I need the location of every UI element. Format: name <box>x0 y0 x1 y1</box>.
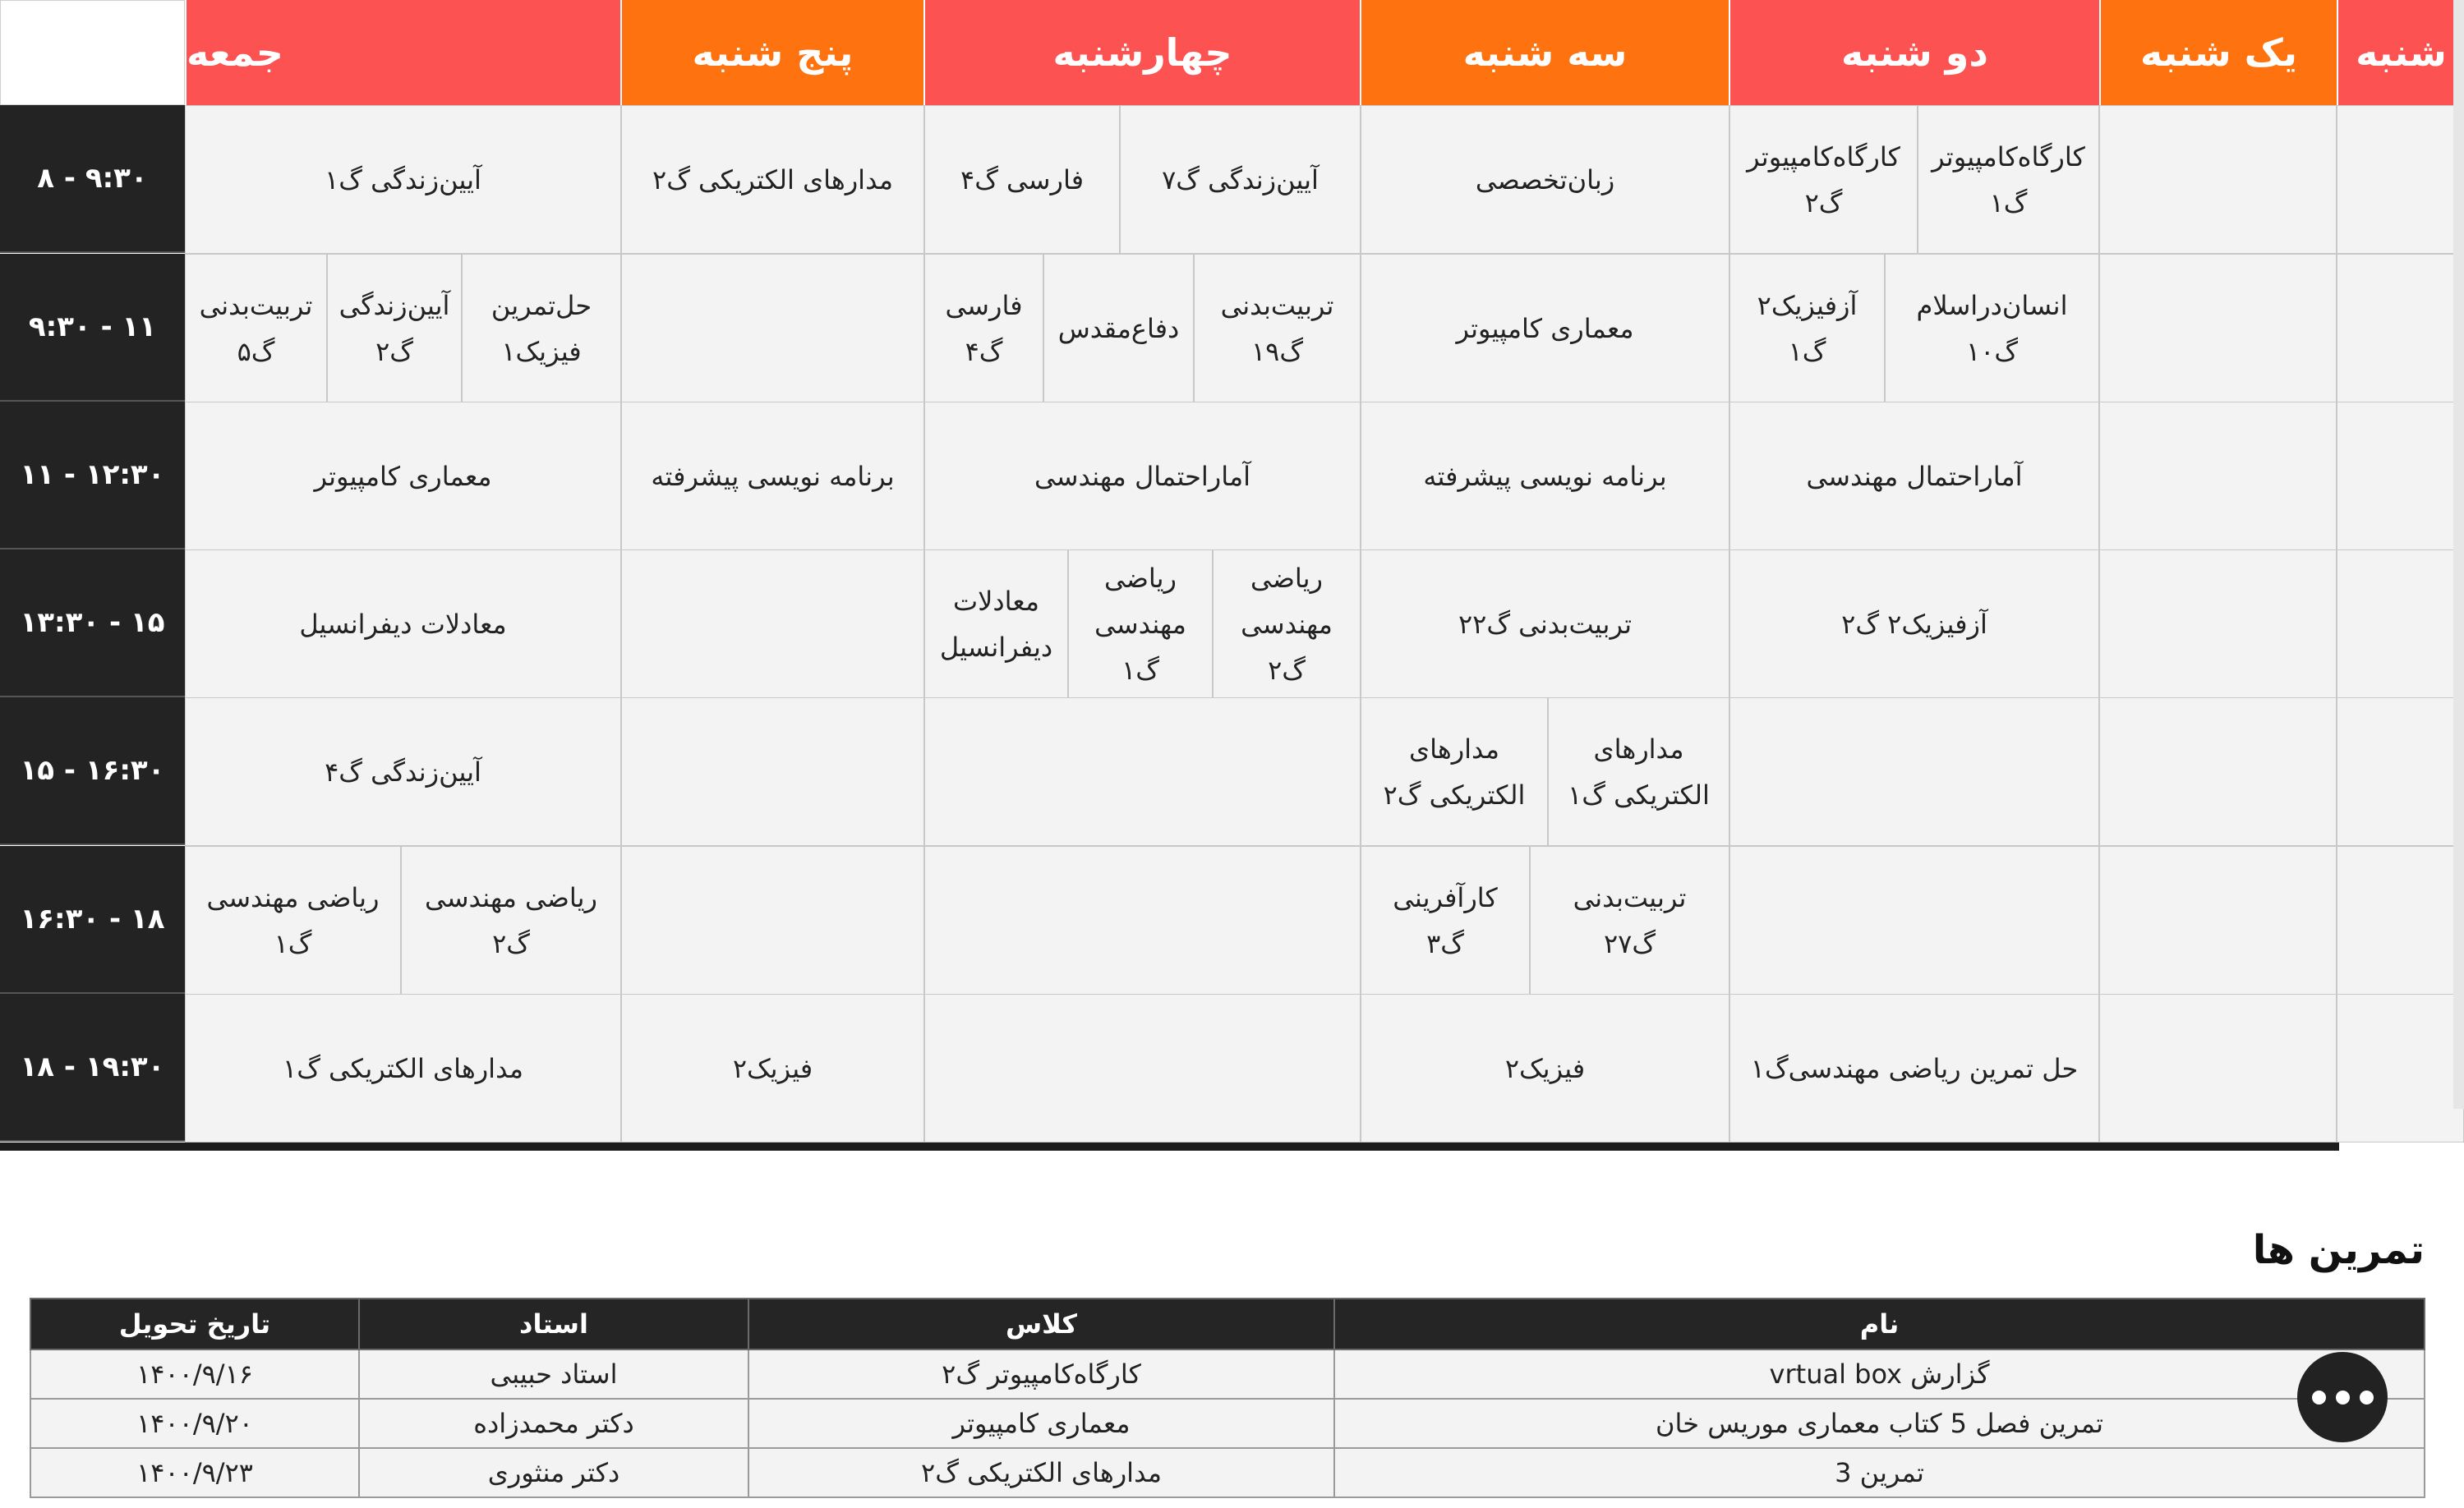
class-cell: تربیت‌بدنی گ۵ <box>185 254 327 402</box>
class-cell: ریاضی مهندسی گ۱ <box>185 846 401 995</box>
assignments-table <box>30 1298 2425 1498</box>
page-scrollbar[interactable] <box>2453 0 2464 1109</box>
class-cell: معادلات دیفرانسیل <box>185 549 621 698</box>
class-cell: مدارهای الکتریکی گ۱ <box>185 994 621 1142</box>
time-slot: ۱۶:۳۰ - ۱۸ <box>0 846 185 994</box>
more-horizontal-icon <box>2312 1391 2326 1405</box>
day-header: جمعه <box>185 0 620 105</box>
class-cell: مدارهای الکتریکی گ۲ <box>621 105 924 254</box>
assignment-due-date: ۱۴۰۰/۹/۱۶ <box>30 1349 359 1399</box>
class-cell: فارسی گ۴ <box>924 105 1120 254</box>
assignments-header-row <box>30 1299 2425 1349</box>
class-cell: تربیت‌بدنی گ۱۹ <box>1194 254 1361 402</box>
day-header: یک شنبه <box>2099 0 2337 105</box>
assignment-due-date: ۱۴۰۰/۹/۲۰ <box>30 1399 359 1448</box>
class-cell: حل‌تمرین فیزیک۱ <box>462 254 621 402</box>
header-class: کلاس <box>748 1299 1334 1349</box>
class-cell: ریاضی مهندسی گ۱ <box>1068 549 1213 698</box>
assignment-name: تمرین فصل 5 کتاب معماری موریس خان <box>1334 1399 2425 1448</box>
class-cell: آیین‌زندگی گ۴ <box>185 697 621 846</box>
empty-cell <box>2099 697 2337 846</box>
empty-cell <box>2337 254 2464 402</box>
empty-cell <box>621 697 924 846</box>
class-cell: معماری کامپیوتر <box>1361 254 1729 402</box>
empty-cell <box>1729 697 2099 846</box>
class-cell: فیزیک۲ <box>621 994 924 1142</box>
class-cell: مدارهای الکتریکی گ۲ <box>1361 697 1548 846</box>
class-cell: تربیت‌بدنی گ۲۷ <box>1530 846 1729 995</box>
empty-cell <box>2099 254 2337 402</box>
assignment-row <box>30 1399 2425 1448</box>
empty-cell <box>2099 994 2337 1142</box>
class-cell: آزفیزیک۲ گ۲ <box>1729 549 2099 698</box>
empty-cell <box>2099 105 2337 254</box>
assignment-class: کارگاه‌کامپیوتر گ۲ <box>748 1349 1334 1399</box>
empty-cell <box>2099 846 2337 995</box>
more-horizontal-icon <box>2360 1391 2374 1405</box>
class-cell: آماراحتمال مهندسی <box>1729 402 2099 550</box>
assignment-name: تمرین 3 <box>1334 1448 2425 1497</box>
empty-cell <box>2099 402 2337 550</box>
day-header: دو شنبه <box>1729 0 2099 105</box>
empty-cell <box>2337 105 2464 254</box>
empty-cell <box>2337 402 2464 550</box>
more-horizontal-icon <box>2336 1391 2350 1405</box>
header-name: نام <box>1334 1299 2425 1349</box>
time-slot: ۱۱ - ۱۲:۳۰ <box>0 402 185 549</box>
class-cell: تربیت‌بدنی گ۲۲ <box>1361 549 1729 698</box>
empty-cell <box>924 994 1361 1142</box>
empty-cell <box>924 846 1361 995</box>
empty-cell <box>2099 549 2337 698</box>
schedule-corner <box>0 0 185 105</box>
class-cell: کارگاه‌کامپیوتر گ۱ <box>1918 105 2099 254</box>
empty-cell <box>2337 994 2464 1142</box>
day-header: سه شنبه <box>1360 0 1729 105</box>
empty-cell <box>621 549 924 698</box>
class-cell: آماراحتمال مهندسی <box>924 402 1361 550</box>
empty-cell <box>2337 846 2464 995</box>
assignment-teacher: دکتر محمدزاده <box>359 1399 748 1448</box>
day-header: چهارشنبه <box>923 0 1360 105</box>
class-cell: زبان‌تخصصی <box>1361 105 1729 254</box>
class-cell: ریاضی مهندسی گ۲ <box>401 846 621 995</box>
empty-cell <box>621 254 924 402</box>
empty-cell <box>621 846 924 995</box>
class-cell: آزفیزیک۲ گ۱ <box>1729 254 1885 402</box>
class-cell: کارگاه‌کامپیوتر گ۲ <box>1729 105 1918 254</box>
class-cell: مدارهای الکتریکی گ۱ <box>1548 697 1729 846</box>
empty-cell <box>2337 549 2464 698</box>
assignment-name: گزارش vrtual box <box>1334 1349 2425 1399</box>
assignment-teacher: استاد حبیبی <box>359 1349 748 1399</box>
class-cell: معماری کامپیوتر <box>185 402 621 550</box>
day-header: شنبه <box>2337 0 2464 105</box>
class-cell: فارسی گ۴ <box>924 254 1043 402</box>
header-teacher: استاد <box>359 1299 748 1349</box>
assignment-due-date: ۱۴۰۰/۹/۲۳ <box>30 1448 359 1497</box>
class-cell: آیین‌زندگی گ۲ <box>327 254 462 402</box>
class-cell: کارآفرینی گ۳ <box>1361 846 1530 995</box>
schedule-scrollbar[interactable] <box>0 1142 2339 1151</box>
assignment-row <box>30 1349 2425 1399</box>
time-slot: ۸ - ۹:۳۰ <box>0 105 185 253</box>
assignment-teacher: دکتر منثوری <box>359 1448 748 1497</box>
class-cell: حل تمرین ریاضی مهندسی‌گ۱ <box>1729 994 2099 1142</box>
day-header: پنج شنبه <box>620 0 923 105</box>
class-cell: انسان‌دراسلام گ۱۰ <box>1885 254 2099 402</box>
empty-cell <box>1729 846 2099 995</box>
class-cell: آیین‌زندگی گ۱ <box>185 105 621 254</box>
class-cell: برنامه نویسی پیشرفته <box>621 402 924 550</box>
empty-cell <box>924 697 1361 846</box>
class-cell: آیین‌زندگی گ۷ <box>1120 105 1361 254</box>
empty-cell <box>2337 697 2464 846</box>
header-due-date: تاریخ تحویل <box>30 1299 359 1349</box>
assignment-class: مدارهای الکتریکی گ۲ <box>748 1448 1334 1497</box>
assignment-class: معماری کامپیوتر <box>748 1399 1334 1448</box>
time-slot: ۱۳:۳۰ - ۱۵ <box>0 549 185 697</box>
class-cell: دفاع‌مقدس <box>1043 254 1194 402</box>
time-slot: ۹:۳۰ - ۱۱ <box>0 254 185 402</box>
class-cell: فیزیک۲ <box>1361 994 1729 1142</box>
time-slot: ۱۸ - ۱۹:۳۰ <box>0 994 185 1142</box>
assignment-row <box>30 1448 2425 1497</box>
more-options-button[interactable] <box>2297 1352 2388 1442</box>
class-cell: ریاضی مهندسی گ۲ <box>1213 549 1361 698</box>
class-cell: معادلات دیفرانسیل <box>924 549 1068 698</box>
class-cell: برنامه نویسی پیشرفته <box>1361 402 1729 550</box>
assignments-title: تمرین ها <box>2252 1227 2425 1273</box>
time-slot: ۱۵ - ۱۶:۳۰ <box>0 697 185 845</box>
